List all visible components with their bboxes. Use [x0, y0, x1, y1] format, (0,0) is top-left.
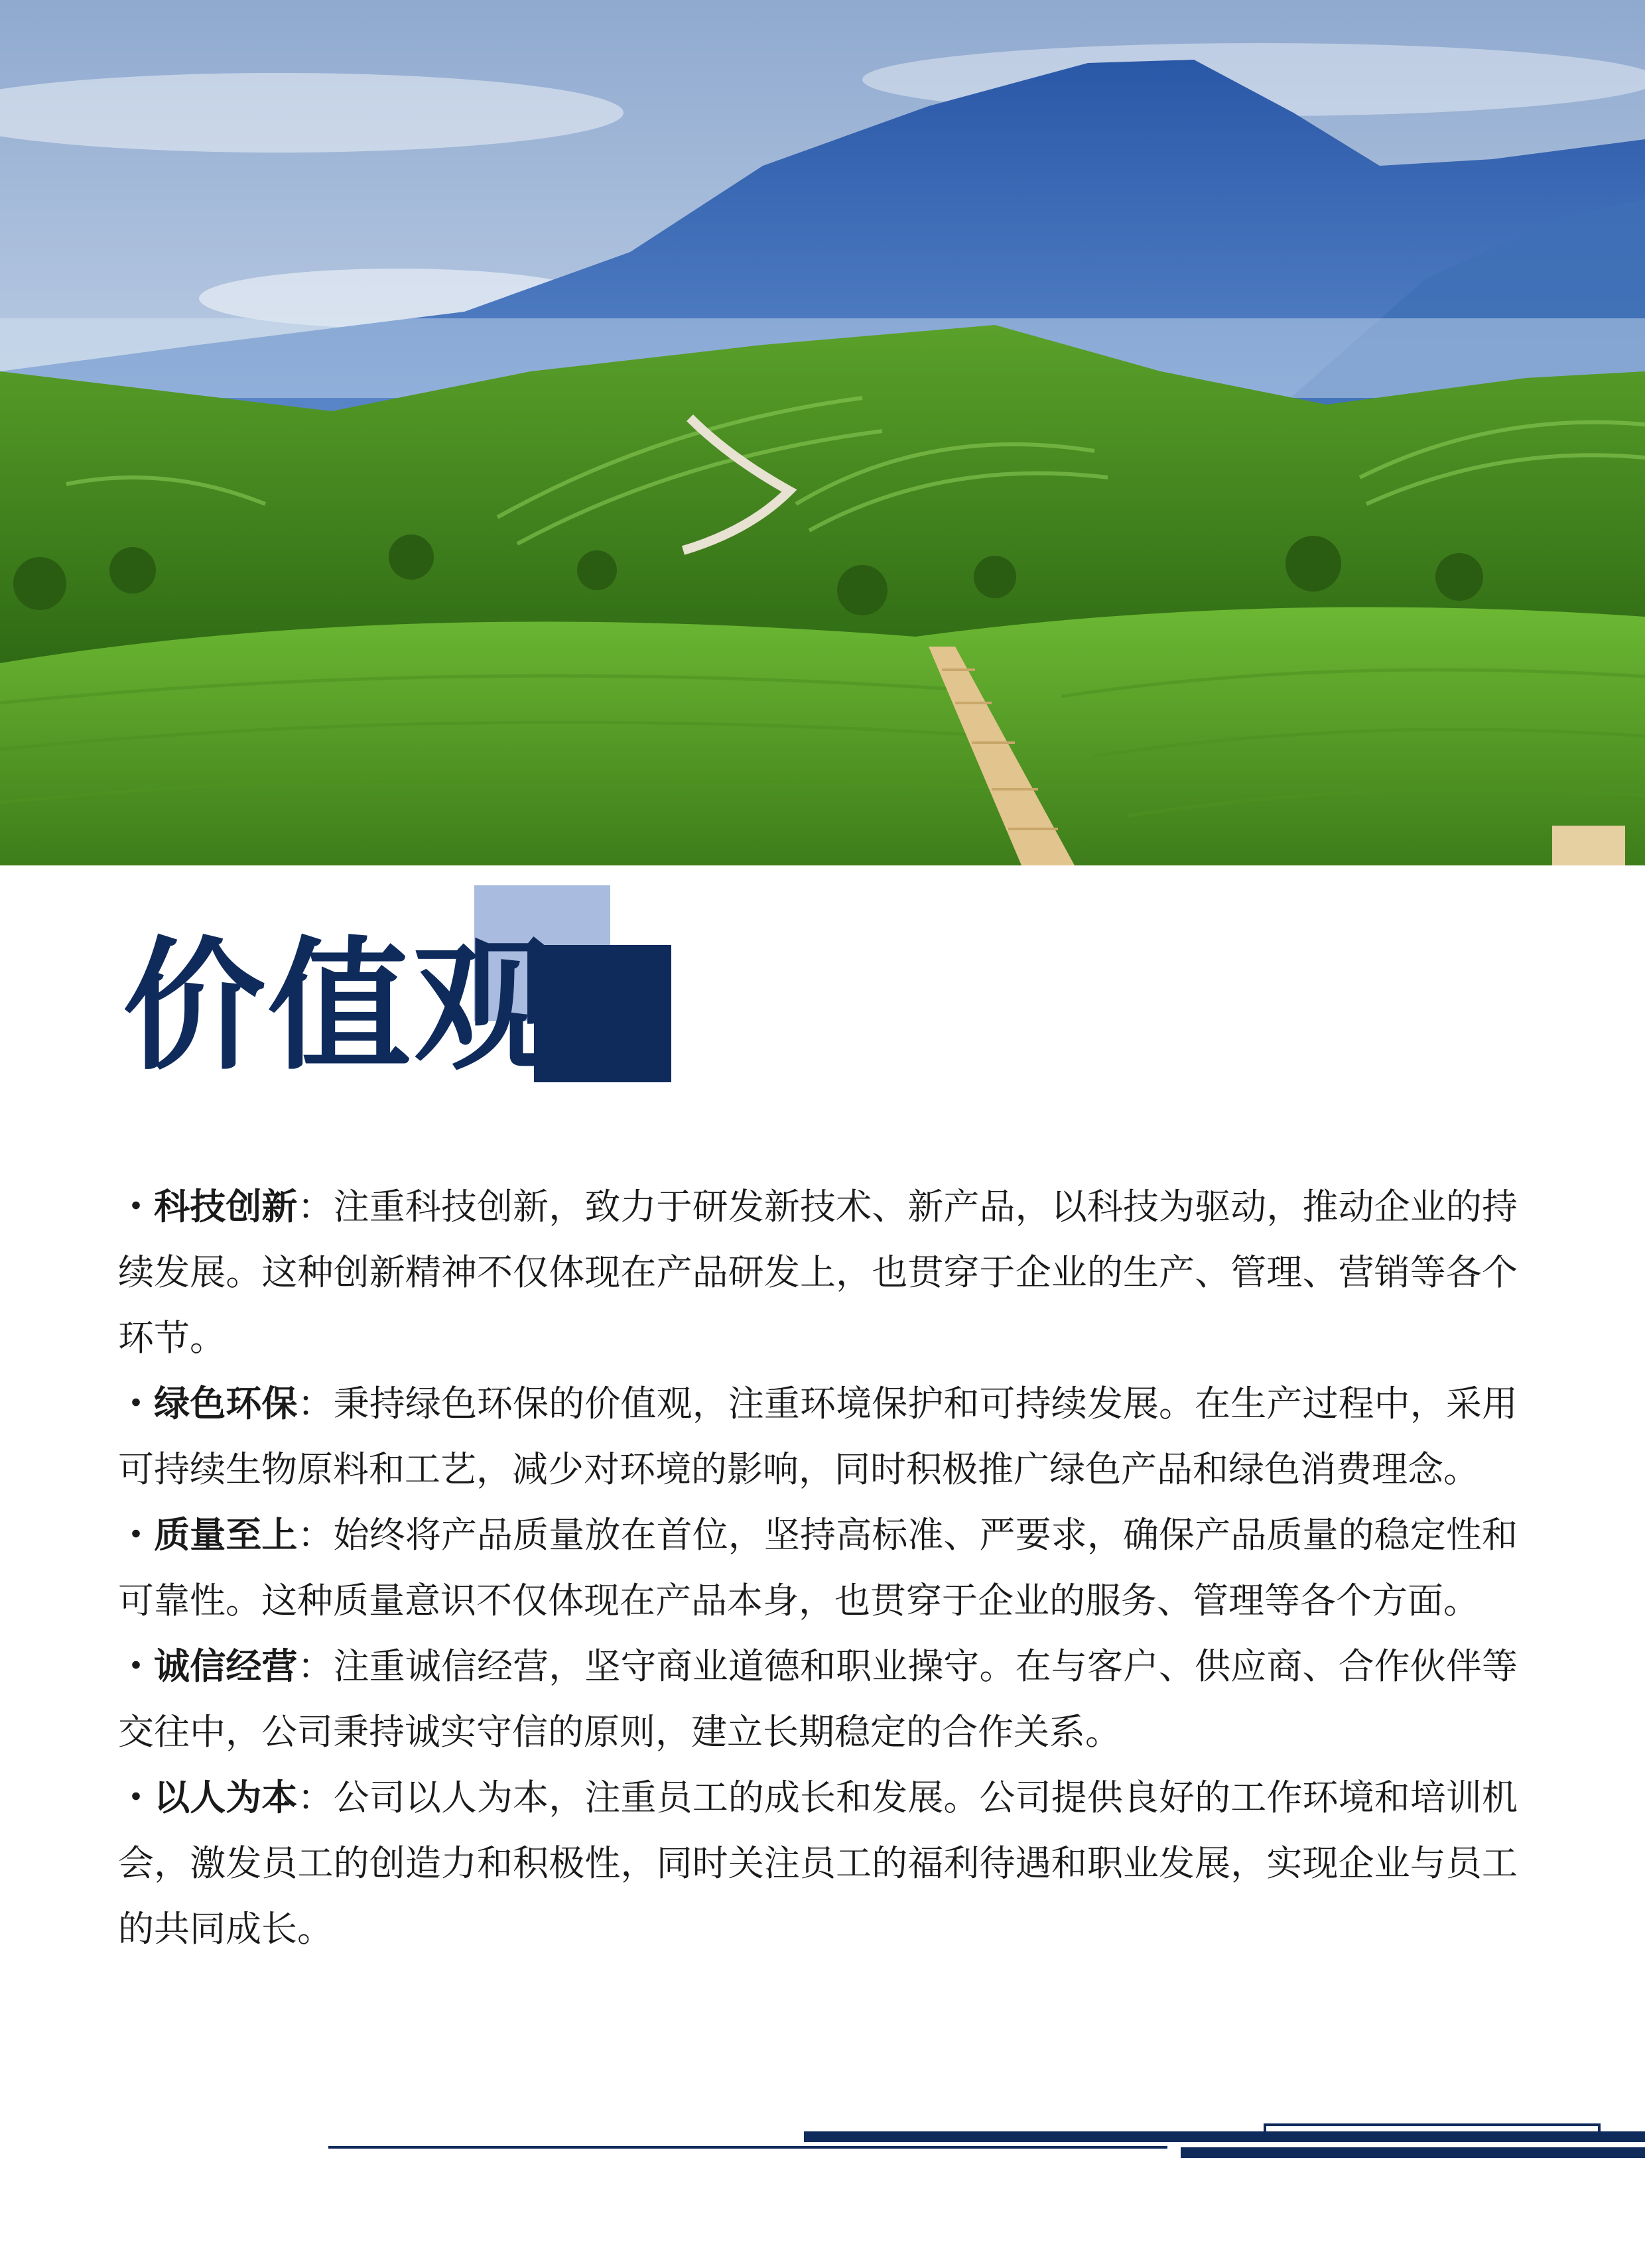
value-item-green — [118, 1371, 1518, 1502]
value-item-quality — [118, 1502, 1518, 1633]
value-label: ・以人为本 — [118, 1777, 298, 1818]
values-list — [118, 1174, 1518, 1962]
value-item-people — [118, 1765, 1518, 1962]
value-text: ：秉持绿色环保的价值观，注重环境保护和可持续发展。在生产过程中，采用可持续生物原料和工艺，减少对环境的影响，同时积极推广绿色产品和绿色消费理念。 — [118, 1383, 1518, 1490]
value-text: ：注重科技创新，致力于研发新技术、新产品，以科技为驱动，推动企业的持续发展。这种创新精神不仅体现在产品研发上，也贯穿于企业的生产、管理、营销等各个环节。 — [118, 1186, 1518, 1359]
hero-landscape-image — [0, 0, 1645, 865]
value-item-integrity — [118, 1633, 1518, 1765]
value-item-tech-innovation — [118, 1174, 1518, 1371]
footer-line-thin — [328, 2146, 1167, 2149]
value-label: ・科技创新 — [118, 1186, 298, 1228]
value-label: ・质量至上 — [118, 1514, 298, 1556]
value-text: ：始终将产品质量放在首位，坚持高标准、严要求，确保产品质量的稳定性和可靠性。这种质量意识不仅体现在产品本身，也贯穿于企业的服务、管理等各个方面。 — [118, 1514, 1518, 1621]
footer-line-thick-lower — [1181, 2147, 1645, 2158]
page-title: 价值观 — [123, 923, 559, 1090]
value-label: ・诚信经营 — [118, 1645, 298, 1687]
footer-line-bracket — [1264, 2123, 1601, 2139]
value-text: ：注重诚信经营，坚守商业道德和职业操守。在与客户、供应商、合作伙伴等交往中，公司秉持诚实守信的原则，建立长期稳定的合作关系。 — [118, 1645, 1518, 1753]
value-label: ・绿色环保 — [118, 1383, 298, 1424]
value-text: ：公司以人为本，注重员工的成长和发展。公司提供良好的工作环境和培训机会，激发员工的创造力和积极性，同时关注员工的福利待遇和职业发展，实现企业与员工的共同成长。 — [118, 1777, 1518, 1950]
